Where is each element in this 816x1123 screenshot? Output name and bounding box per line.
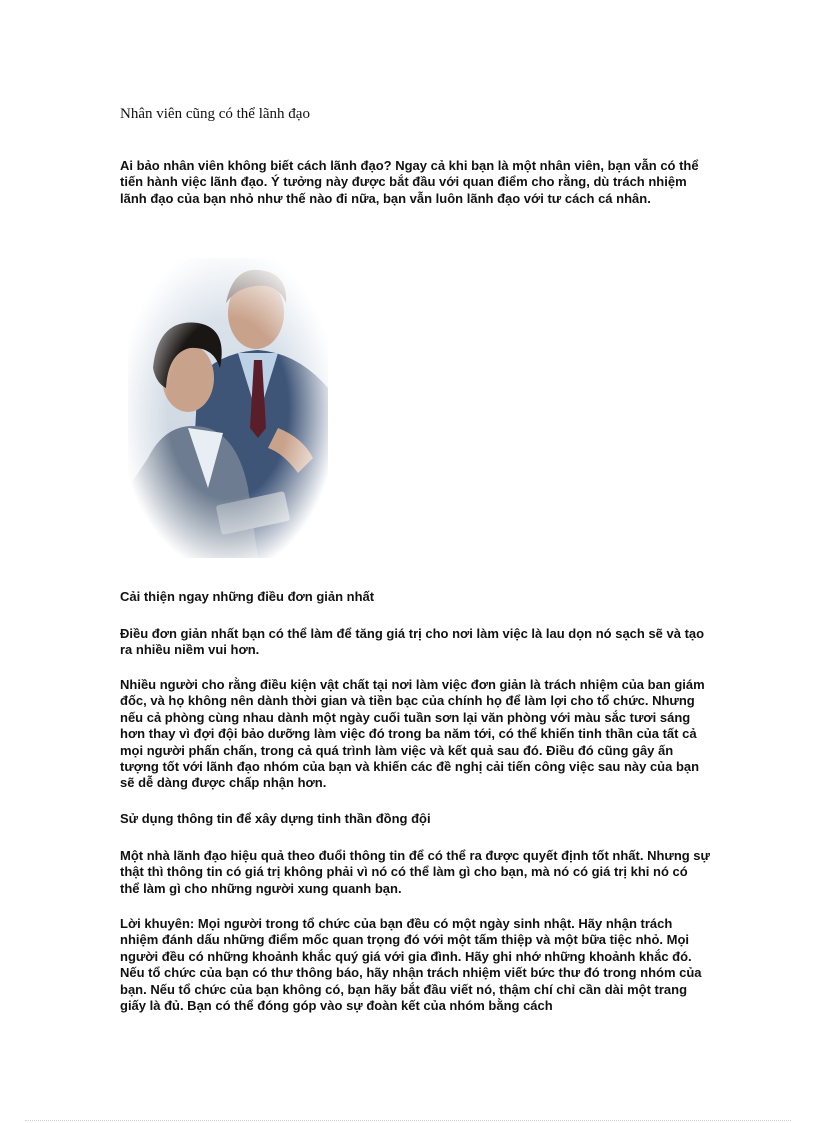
section2-paragraph-2: Lời khuyên: Mọi người trong tổ chức của bạn đều có một ngày sinh nhật. Hãy nhận trách nhiệm đánh dấu những điểm mốc quan trọng đó với một tấm thiệp và một bữa tiệc nhỏ. Mọi người đều có những khoảnh khắc quý giá với gia đình. Hãy ghi nhớ những khoảnh khắc đó. Nếu tổ chức của bạn có thư thông báo, hãy nhận trách nhiệm viết bức thư đó trong nhóm của bạn. Nếu tổ chức của bạn không có, bạn hãy bắt đầu viết nó, thậm chí chỉ cần dài một trang giấy là đủ. Bạn có thể đóng góp vào sự đoàn kết của nhóm bằng cách [120,916,702,1014]
section1-heading: Cải thiện ngay những điều đơn giản nhất [120,589,375,604]
intro-paragraph: Ai bảo nhân viên không biết cách lãnh đạo? Ngay cả khi bạn là một nhân viên, bạn vẫn có thể tiến hành việc lãnh đạo. Ý tưởng này được bắt đầu với quan điểm cho rằng, dù trách nhiệm lãnh đạo của bạn nhỏ như thế nào đi nữa, bạn vẫn luôn lãnh đạo với tư cách cá nhân. [120,158,699,206]
page-title: Nhân viên cũng có thể lãnh đạo [120,106,310,122]
section2-heading: Sử dụng thông tin để xây dựng tinh thần đồng đội [120,811,431,826]
page-bottom-divider [25,1120,791,1121]
section1-paragraph-1: Điều đơn giản nhất bạn có thể làm để tăng giá trị cho nơi làm việc là lau dọn nó sạch sẽ và tạo ra nhiều niềm vui hơn. [120,626,705,658]
section1-paragraph-2: Nhiều người cho rằng điều kiện vật chất tại nơi làm việc đơn giản là trách nhiệm của ban giám đốc, và họ không nên dành thời gian và tiền bạc của chính họ để làm lợi cho tổ chức. Nhưng nếu cả phòng cùng nhau dành một ngày cuối tuần sơn lại văn phòng với màu sắc tươi sáng hơn thay vì đợi đội bảo dưỡng làm việc đó trong ba năm tới, có thể khiến tinh thần của tất cả mọi người phấn chấn, trong cả quá trình làm việc và kết quả sau đó. Điều đó cũng gây ấn tượng tốt với lãnh đạo nhóm của bạn và khiến các đề nghị cải tiến công việc sau này của bạn sẽ dễ dàng được chấp nhận hơn. [120,677,705,791]
section2-paragraph-1: Một nhà lãnh đạo hiệu quả theo đuổi thông tin để có thể ra được quyết định tốt nhất. Nhưng sự thật thì thông tin có giá trị không phải vì nó có thể làm gì cho bạn, mà nó có giá trị khi nó có thể làm gì cho những người xung quanh bạn. [120,848,710,896]
business-photo [128,258,328,558]
